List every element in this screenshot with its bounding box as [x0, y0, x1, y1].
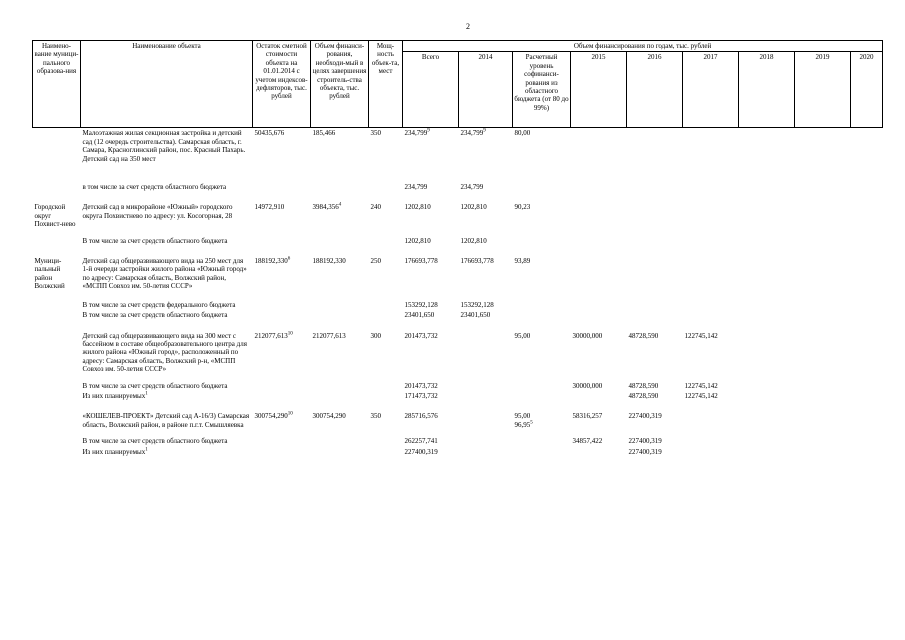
- year-2016-cell: 227400,319: [628, 437, 662, 446]
- year-2015-cell: [571, 447, 627, 457]
- total-cell: 262257,741: [404, 437, 438, 446]
- year-2018-cell: [739, 391, 795, 401]
- capacity-cell: [369, 381, 403, 391]
- year-2016-cell: 227400,319: [628, 412, 662, 421]
- year-2015-cell: 30000,000: [572, 381, 603, 390]
- year-2015-cell: 34857,422: [572, 437, 603, 446]
- table-row: [33, 391, 883, 401]
- financing-volume-cell: 212077,613: [312, 331, 346, 340]
- financing-volume-cell: [311, 310, 369, 320]
- total-cell: 1202,810: [404, 236, 431, 245]
- total-cell: 201473,732: [404, 381, 438, 390]
- year-2018-cell: [739, 381, 795, 391]
- cofinancing-cell: [513, 310, 571, 320]
- table-row: [33, 381, 883, 391]
- year-2020-cell: [851, 310, 883, 320]
- object-name-cell: В том числе за счет средств федерального бюджета: [82, 300, 236, 309]
- capacity-cell: 250: [370, 257, 381, 266]
- remaining-cost-cell: [253, 436, 311, 446]
- year-2014-cell: 1202,810: [460, 236, 487, 245]
- year-2014-cell: 176693,778: [460, 257, 494, 266]
- remaining-cost-cell: [253, 182, 311, 192]
- header-object-name: Наименование объекта: [81, 41, 253, 128]
- table-row: [33, 182, 883, 192]
- remaining-cost-cell: [253, 391, 311, 401]
- year-2015-cell: [571, 128, 627, 164]
- municipality-cell: [33, 236, 81, 246]
- financing-table: [32, 40, 883, 457]
- financing-volume-cell: [311, 236, 369, 246]
- year-2016-cell: [627, 310, 683, 320]
- year-2020-cell: [851, 256, 883, 292]
- capacity-cell: [369, 447, 403, 457]
- year-2020-cell: [851, 236, 883, 246]
- year-2018-cell: [739, 202, 795, 229]
- remaining-cost-cell: 14972,910: [254, 203, 285, 212]
- financing-volume-cell: 188192,330: [312, 257, 346, 266]
- year-2014-cell: [459, 436, 513, 446]
- capacity-cell: 240: [370, 203, 381, 212]
- object-name-cell: «КОШЕЛЕВ-ПРОЕКТ» Детский сад А-16/3) Самарская область, Волжский район, в районе п.г.т. Смышляевка: [82, 412, 250, 429]
- total-cell: 234,799$^9$: [404, 129, 430, 138]
- year-2018-cell: [739, 256, 795, 292]
- year-2019-cell: [795, 381, 851, 391]
- cofinancing-cell: 93,89: [514, 257, 531, 266]
- header-2015: 2015: [571, 52, 627, 128]
- remaining-cost-cell: [253, 447, 311, 457]
- year-2014-cell: [459, 381, 513, 391]
- year-2016-cell: [627, 182, 683, 192]
- object-name-cell: Детский сад общеразвивающего вида на 250 мест для 1-й очереди застройки жилого района «Южный город» по адресу: Самарская область, Волжский район, «МСПП Совхоз им. 50-летия СССР»: [82, 257, 247, 291]
- year-2014-cell: 1202,810: [460, 203, 487, 212]
- object-name-cell: В том числе за счет средств областного бюджета: [82, 236, 228, 245]
- municipality-cell: [33, 381, 81, 391]
- year-2019-cell: [795, 447, 851, 457]
- year-2014-cell: 153292,128: [460, 300, 494, 309]
- capacity-cell: [369, 300, 403, 310]
- year-2019-cell: [795, 182, 851, 192]
- header-financing-volume: Объем финанси-рования, необходи-мый в целях завершения строитель-ства объекта, тыс. рублей: [311, 41, 369, 128]
- year-2018-cell: [739, 331, 795, 375]
- table-row: [33, 310, 883, 320]
- header-2018: 2018: [739, 52, 795, 128]
- year-2014-cell: 234,799: [460, 183, 484, 192]
- table-row: [33, 436, 883, 446]
- year-2017-cell: [683, 300, 739, 310]
- year-2014-cell: [459, 331, 513, 375]
- year-2018-cell: [739, 411, 795, 430]
- year-2019-cell: [795, 236, 851, 246]
- year-2014-cell: [459, 391, 513, 401]
- year-2016-cell: [627, 256, 683, 292]
- table-row: [33, 256, 883, 292]
- year-2019-cell: [795, 411, 851, 430]
- financing-volume-cell: 185,466: [312, 129, 336, 138]
- object-name-cell: Малоэтажная жилая секционная застройка и детский сад (12 очередь строительства). Самарская область, г. Самара, Красноглинский район, пос. Красный Пахарь. Детский сад на 350 мест: [82, 129, 246, 163]
- municipality-cell: [33, 391, 81, 401]
- remaining-cost-cell: 50435,676: [254, 129, 285, 138]
- year-2016-cell: 227400,319: [628, 447, 662, 456]
- year-2015-cell: 58316,257: [572, 412, 603, 421]
- capacity-cell: [369, 236, 403, 246]
- remaining-cost-cell: [253, 381, 311, 391]
- object-name-cell: Детский сад в микрорайоне «Южный» городского округа Похвистнево по адресу: ул. Косогорная, 28: [82, 203, 233, 220]
- year-2015-cell: [571, 310, 627, 320]
- total-cell: 285716,576: [404, 412, 438, 421]
- header-2016: 2016: [627, 52, 683, 128]
- header-remaining-cost: Остаток сметной стоимости объекта на 01.01.2014 с учетом индексов-дефляторов, тыс. рублей: [253, 41, 311, 128]
- cofinancing-cell: [513, 236, 571, 246]
- year-2017-cell: [683, 182, 739, 192]
- year-2017-cell: [683, 447, 739, 457]
- year-2020-cell: [851, 447, 883, 457]
- object-name-cell: Из них планируемых$^1$: [82, 391, 148, 400]
- year-2018-cell: [739, 310, 795, 320]
- year-2014-cell: [459, 411, 513, 430]
- year-2017-cell: 122745,142: [684, 391, 718, 400]
- total-cell: 153292,128: [404, 300, 438, 309]
- cofinancing-cell: [513, 381, 571, 391]
- year-2019-cell: [795, 202, 851, 229]
- object-name-cell: Детский сад общеразвивающего вида на 300 мест с бассейном в составе общеобразовательного центра для жилого района «Южный город», расположенный по адресу: Самарская область, Волжский р-н, «МСПП Совхоз им. 50-летия СССР»: [82, 331, 247, 374]
- cofinancing-cell: [513, 436, 571, 446]
- table-row: [33, 331, 883, 375]
- total-cell: 23401,650: [404, 311, 435, 320]
- year-2017-cell: 122745,142: [684, 381, 718, 390]
- year-2018-cell: [739, 236, 795, 246]
- header-capacity: Мощ-ность объек-та, мест: [369, 41, 403, 128]
- cofinancing-cell: [513, 182, 571, 192]
- cofinancing-cell: 95,00: [514, 331, 531, 340]
- remaining-cost-cell: [253, 236, 311, 246]
- financing-volume-cell: [311, 300, 369, 310]
- year-2019-cell: [795, 128, 851, 164]
- table-row: [33, 411, 883, 430]
- municipality-cell: [33, 182, 81, 192]
- financing-volume-cell: [311, 436, 369, 446]
- year-2017-cell: [683, 202, 739, 229]
- remaining-cost-cell: [253, 300, 311, 310]
- capacity-cell: [369, 391, 403, 401]
- municipality-cell: Муници-пальный район Волжский: [34, 257, 65, 291]
- year-2018-cell: [739, 182, 795, 192]
- municipality-cell: [33, 300, 81, 310]
- capacity-cell: [369, 182, 403, 192]
- financing-volume-cell: 3984,356$^4$: [312, 203, 342, 212]
- year-2018-cell: [739, 300, 795, 310]
- capacity-cell: [369, 436, 403, 446]
- header-cofinancing: Расчетный уровень софинанси-рования из областного бюджета (от 80 до 99%): [513, 52, 571, 128]
- year-2015-cell: [571, 236, 627, 246]
- table-row: [33, 202, 883, 229]
- year-2015-cell: [571, 182, 627, 192]
- year-2016-cell: [627, 236, 683, 246]
- total-cell: 201473,732: [404, 331, 438, 340]
- year-2020-cell: [851, 331, 883, 375]
- header-total: Всего: [403, 52, 459, 128]
- year-2020-cell: [851, 411, 883, 430]
- total-cell: 171473,732: [404, 391, 438, 400]
- year-2015-cell: [571, 256, 627, 292]
- financing-volume-cell: [311, 182, 369, 192]
- page-number: 2: [466, 22, 470, 31]
- remaining-cost-cell: 300754,290$^{10}$: [254, 412, 293, 421]
- header-2019: 2019: [795, 52, 851, 128]
- financing-volume-cell: [311, 391, 369, 401]
- year-2014-cell: [459, 447, 513, 457]
- year-2017-cell: [683, 128, 739, 164]
- cofinancing-cell: [513, 447, 571, 457]
- year-2019-cell: [795, 310, 851, 320]
- municipality-cell: [33, 310, 81, 320]
- table-row: [33, 128, 883, 164]
- year-2020-cell: [851, 202, 883, 229]
- year-2017-cell: [683, 236, 739, 246]
- cofinancing-cell: [513, 300, 571, 310]
- total-cell: 227400,319: [404, 447, 438, 456]
- year-2017-cell: [683, 436, 739, 446]
- header-municipality: Наимено-вание муници-пального образова-ния: [33, 41, 81, 128]
- cofinancing-cell: 80,00: [514, 129, 531, 138]
- year-2019-cell: [795, 331, 851, 375]
- object-name-cell: В том числе за счет средств областного бюджета: [82, 311, 228, 320]
- year-2015-cell: 30000,000: [572, 331, 603, 340]
- capacity-cell: [369, 310, 403, 320]
- year-2014-cell: 234,799$^9$: [460, 129, 486, 138]
- year-2015-cell: [571, 391, 627, 401]
- year-2017-cell: [683, 411, 739, 430]
- object-name-cell: в том числе за счет средств областного бюджета: [82, 183, 227, 192]
- total-cell: 234,799: [404, 183, 428, 192]
- year-2017-cell: [683, 256, 739, 292]
- capacity-cell: 350: [370, 129, 381, 138]
- remaining-cost-cell: [253, 310, 311, 320]
- table-row: [33, 300, 883, 310]
- financing-volume-cell: 300754,290: [312, 412, 346, 421]
- year-2016-cell: [627, 300, 683, 310]
- year-2016-cell: 48728,590: [628, 381, 659, 390]
- header-2017: 2017: [683, 52, 739, 128]
- municipality-cell: Городской округ Похвист-нево: [34, 203, 76, 229]
- year-2017-cell: [683, 310, 739, 320]
- municipality-cell: [33, 447, 81, 457]
- financing-volume-cell: [311, 447, 369, 457]
- total-cell: 176693,778: [404, 257, 438, 266]
- year-2015-cell: [571, 300, 627, 310]
- year-2016-cell: [627, 128, 683, 164]
- capacity-cell: 300: [370, 331, 381, 340]
- year-2018-cell: [739, 436, 795, 446]
- header-by-years: Объем финансирования по годам, тыс. рублей: [403, 41, 883, 52]
- table-row: [33, 447, 883, 457]
- year-2017-cell: 122745,142: [684, 331, 718, 340]
- cofinancing-cell: [513, 391, 571, 401]
- capacity-cell: 350: [370, 412, 381, 421]
- financing-volume-cell: [311, 381, 369, 391]
- table-row: [33, 236, 883, 246]
- year-2016-cell: [627, 202, 683, 229]
- year-2019-cell: [795, 300, 851, 310]
- year-2019-cell: [795, 256, 851, 292]
- year-2020-cell: [851, 128, 883, 164]
- header-2020: 2020: [851, 52, 883, 128]
- remaining-cost-cell: 212077,613$^{10}$: [254, 331, 293, 340]
- municipality-cell: [33, 436, 81, 446]
- total-cell: 1202,810: [404, 203, 431, 212]
- object-name-cell: В том числе за счет средств областного бюджета: [82, 437, 228, 446]
- cofinancing-cell: 90,23: [514, 203, 531, 212]
- object-name-cell: В том числе за счет средств областного бюджета: [82, 381, 228, 390]
- remaining-cost-cell: 188192,330$^6$: [254, 256, 291, 266]
- year-2018-cell: [739, 447, 795, 457]
- year-2020-cell: [851, 300, 883, 310]
- year-2020-cell: [851, 436, 883, 446]
- municipality-cell: [33, 331, 81, 375]
- year-2014-cell: 23401,650: [460, 311, 491, 320]
- year-2016-cell: 48728,590: [628, 331, 659, 340]
- object-name-cell: Из них планируемых$^1$: [82, 447, 148, 456]
- year-2020-cell: [851, 182, 883, 192]
- year-2016-cell: 48728,590: [628, 391, 659, 400]
- municipality-cell: [33, 128, 81, 164]
- year-2019-cell: [795, 436, 851, 446]
- header-2014: 2014: [459, 52, 513, 128]
- year-2020-cell: [851, 391, 883, 401]
- year-2019-cell: [795, 391, 851, 401]
- year-2015-cell: [571, 202, 627, 229]
- municipality-cell: [33, 411, 81, 430]
- year-2020-cell: [851, 381, 883, 391]
- cofinancing-cell: 95,00 96,95$^5$: [514, 412, 533, 429]
- year-2018-cell: [739, 128, 795, 164]
